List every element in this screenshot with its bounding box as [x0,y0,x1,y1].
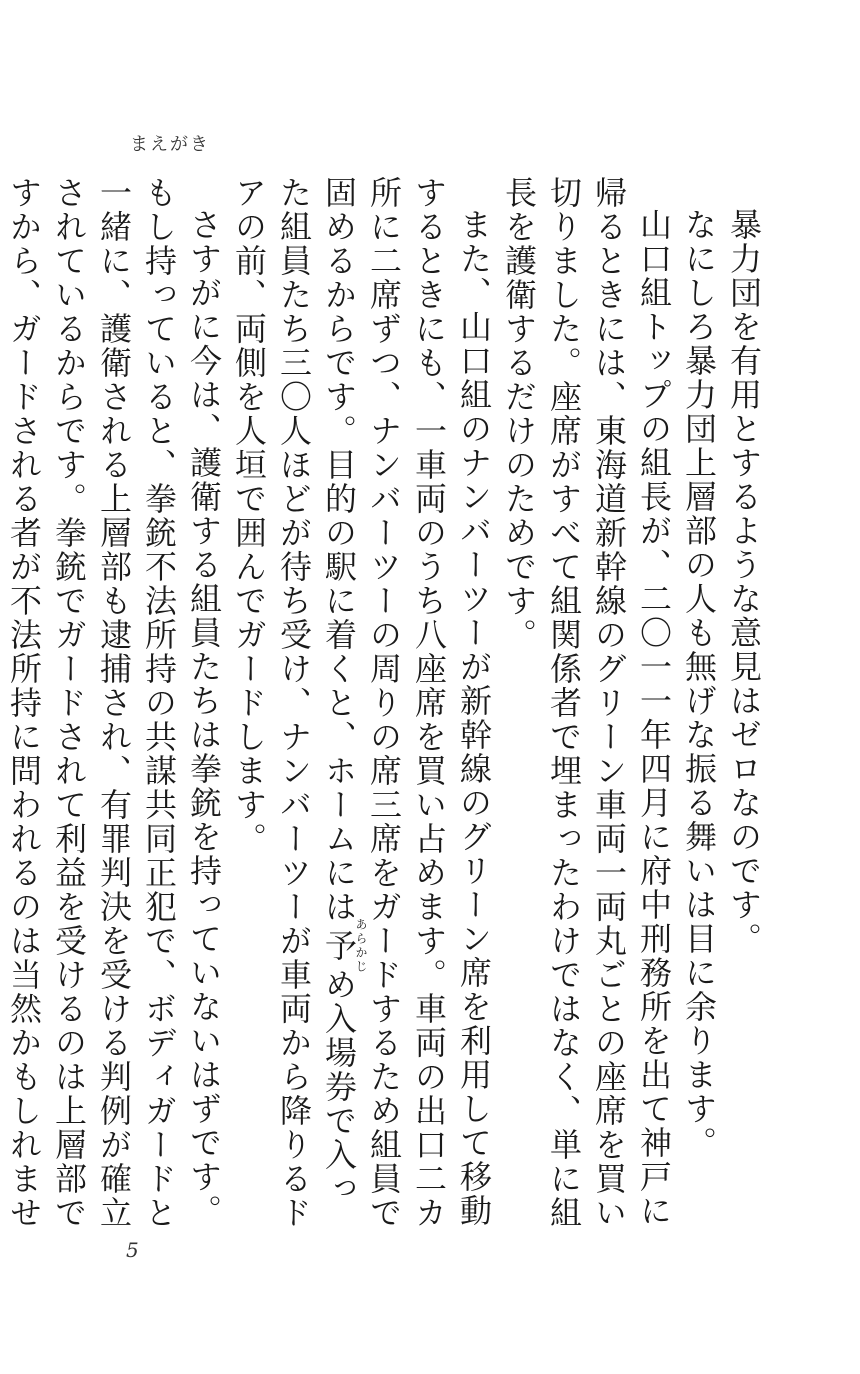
paragraph-4 [226,176,496,1236]
page-body [5,176,766,1236]
paragraph-3: 山口組トップの組長が、二〇一一年四月に府中刑務所を出て神戸に帰るときには、東海道新幹線のグリーン車両一両丸ごとの座席を買い切りました。座席がすべて組関係者で埋まったわけではなく、単に組長を護衛するだけのためです。 [500,176,673,1230]
running-head: まえがき [130,134,210,155]
paragraph-5: さすがに今は、護衛する組員たちは拳銃を持っていないはずです。もし持っていると、拳銃不法所持の共謀共同正犯で、ボディガードと一緒に、護衛される上層部も逮捕され、有罪判決を受ける判例が確立されているからです。拳銃でガードされて利益を受けるのは上層部ですから、ガードされる者が不法所持に問われるのは当然かもしれませ [5,176,223,1230]
ruby-reading: あらかじ [354,918,368,974]
page-number: 5 [126,1238,139,1262]
paragraph-1: 暴力団を有用とするような意見はゼロなのです。 [725,208,763,956]
paragraph-4-part-1: また、山口組のナンバーツーが新幹線のグリーン席を利用して移動するときにも、一車両のうち八座席を買い占めます。車両の出口二カ所に二席ずつ、ナンバーツーの周りの席三席をガードするため組員で固めるからです。目的の駅に着くと、ホームには [320,176,493,1230]
paragraph-2: なにしろ暴力団上層部の人も無げな振る舞いは目に余ります。 [680,208,718,1160]
ruby-annotation [320,918,368,974]
ruby-base: 予 [320,918,358,974]
paragraph-4-part-2: め入場券で入った組員たち三〇人ほどが待ち受け、ナンバーツーが車両から降りるドアの前、両側を人垣で囲んでガードします。 [230,176,358,1230]
